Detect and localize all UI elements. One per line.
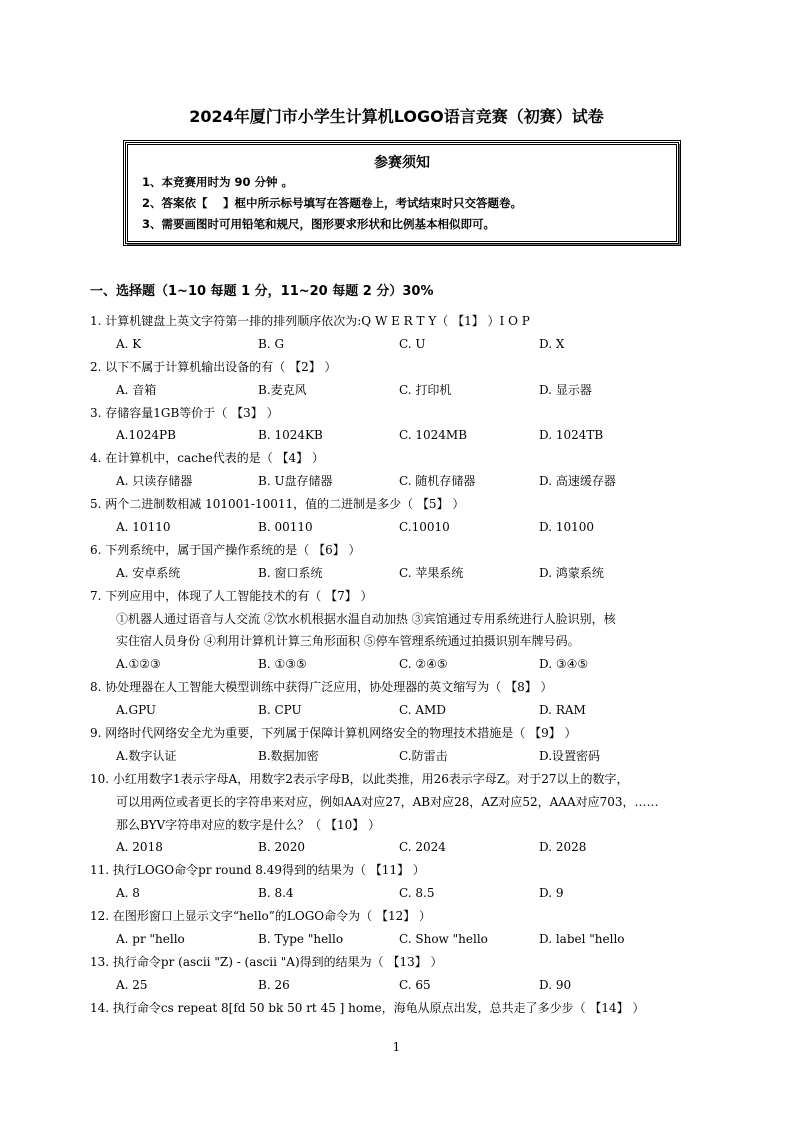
option-a: A. 安卓系统	[116, 565, 181, 580]
option-c: C. 1024MB	[399, 428, 468, 443]
option-d: D. 鸿蒙系统	[539, 565, 604, 580]
option-b: B. U盘存储器	[258, 474, 333, 489]
option-c: C. Show "hello	[399, 932, 488, 947]
option-d: D. 显示器	[539, 382, 592, 397]
option-row	[90, 974, 730, 997]
question-stem: 4. 在计算机中，cache代表的是（ 【4】 ）	[90, 451, 324, 466]
question-list	[90, 310, 730, 1020]
option-d: D. 90	[539, 977, 572, 992]
option-d: D.设置密码	[539, 748, 601, 763]
option-row	[90, 424, 730, 447]
option-row	[90, 745, 730, 768]
option-a: A. K	[116, 336, 142, 351]
question	[90, 951, 730, 997]
notice-box	[125, 142, 679, 244]
question-stem: 6. 下列系统中，属于国产操作系统的是（ 【6】 ）	[90, 542, 361, 557]
option-a: A.①②③	[116, 657, 161, 672]
question-continuation: 那么BYV字符串对应的数字是什么？（ 【10】 ）	[116, 817, 381, 832]
option-c: C. 打印机	[399, 382, 452, 397]
question-stem: 9. 网络时代网络安全尤为重要，下列属于保障计算机网络安全的物理技术措施是（ 【9】 ）	[90, 726, 577, 741]
question	[90, 859, 730, 905]
option-d: D. 1024TB	[539, 428, 604, 443]
option-a: A. 音箱	[116, 382, 157, 397]
option-a: A. 8	[116, 886, 140, 901]
option-row	[90, 882, 730, 905]
option-d: D. ③④⑤	[539, 657, 589, 672]
question	[90, 447, 730, 493]
option-row	[90, 699, 730, 722]
option-b: B. 2020	[258, 840, 305, 855]
option-d: D. label "hello	[539, 932, 625, 947]
option-b: B. 1024KB	[258, 428, 323, 443]
option-row	[90, 562, 730, 585]
question-stem: 12. 在图形窗口上显示文字“hello”的LOGO命令为（ 【12】 ）	[90, 909, 432, 924]
option-a: A. 25	[116, 977, 148, 992]
question-stem: 2. 以下不属于计算机输出设备的有（ 【2】 ）	[90, 359, 337, 374]
option-b: B.数据加密	[258, 748, 319, 763]
option-d: D. X	[539, 336, 565, 351]
notice-item: 3、需要画图时可用铅笔和规尺，图形要求形状和比例基本相似即可。	[142, 217, 495, 231]
option-b: B. 26	[258, 977, 290, 992]
section-heading: 一、选择题（1~10 每题 1 分，11~20 每题 2 分）30%	[90, 284, 434, 299]
option-c: C.防雷击	[399, 748, 448, 763]
option-b: B. 窗口系统	[258, 565, 323, 580]
option-a: A. 2018	[116, 840, 163, 855]
option-b: B. G	[258, 336, 285, 351]
option-c: C. U	[399, 336, 426, 351]
option-a: A. 只读存储器	[116, 474, 193, 489]
option-d: D. 高速缓存器	[539, 474, 616, 489]
option-b: B.麦克风	[258, 382, 307, 397]
option-c: C. 随机存储器	[399, 474, 476, 489]
option-b: B. 00110	[258, 520, 313, 535]
option-d: D. 10100	[539, 520, 594, 535]
option-d: D. 9	[539, 886, 564, 901]
question-stem: 1. 计算机键盘上英文字符第一排的排列顺序依次为:Q W E R T Y（ 【1】 ）I O P	[90, 314, 530, 328]
option-d: D. 2028	[539, 840, 587, 855]
option-c: C.10010	[399, 520, 450, 535]
question-stem: 14. 执行命令cs repeat 8[fd 50 bk 50 rt 45 ] home，海龟从原点出发，总共走了多少步（ 【14】 ）	[90, 1000, 645, 1015]
option-b: B. CPU	[258, 703, 302, 718]
option-c: C. AMD	[399, 703, 446, 718]
option-row	[90, 379, 730, 402]
option-row	[90, 516, 730, 539]
question-continuation: ①机器人通过语音与人交流 ②饮水机根据水温自动加热 ③宾馆通过专用系统进行人脸识别，核	[116, 611, 616, 626]
exam-title: 2024年厦门市小学生计算机LOGO语言竞赛（初赛）试卷	[189, 107, 604, 126]
option-row	[90, 928, 730, 951]
question	[90, 585, 730, 677]
question	[90, 356, 730, 402]
option-a: A. pr "hello	[116, 932, 185, 947]
option-b: B. 8.4	[258, 886, 294, 901]
question	[90, 768, 730, 860]
option-a: A.GPU	[116, 703, 157, 718]
notice-heading: 参赛须知	[374, 155, 430, 171]
question	[90, 997, 730, 1020]
question-stem: 10. 小红用数字1表示字母A，用数字2表示字母B，以此类推，用26表示字母Z。对于27以上的数字，	[90, 771, 629, 786]
option-c: C. 2024	[399, 840, 446, 855]
question	[90, 905, 730, 951]
question	[90, 676, 730, 722]
notice-item: 2、答案依【 】框中所示标号填写在答题卷上，考试结束时只交答题卷。	[142, 196, 523, 210]
option-row	[90, 333, 730, 356]
option-c: C. 65	[399, 977, 431, 992]
question-stem: 11. 执行LOGO命令pr round 8.49得到的结果为（ 【11】 ）	[90, 863, 425, 878]
option-c: C. 8.5	[399, 886, 435, 901]
question-stem: 3. 存储容量1GB等价于（ 【3】 ）	[90, 405, 279, 420]
question-stem: 7. 下列应用中，体现了人工智能技术的有（ 【7】 ）	[90, 588, 373, 603]
option-d: D. RAM	[539, 703, 586, 718]
option-c: C. ②④⑤	[399, 657, 448, 672]
option-a: A. 10110	[116, 520, 171, 535]
question-continuation: 可以用两位或者更长的字符串来对应，例如AA对应27，AB对应28，AZ对应52，AAA对应703，……	[116, 794, 659, 809]
question-continuation: 实住宿人员身份 ④利用计算机计算三角形面积 ⑤停车管理系统通过拍摄识别车牌号码。	[116, 634, 580, 649]
option-a: A.数字认证	[116, 748, 177, 763]
option-row	[90, 836, 730, 859]
question	[90, 722, 730, 768]
question	[90, 402, 730, 448]
option-a: A.1024PB	[116, 428, 176, 443]
question-stem: 5. 两个二进制数相减 101001-10011，值的二进制是多少（ 【5】 ）	[90, 497, 465, 512]
notice-item: 1、本竞赛用时为 90 分钟 。	[142, 175, 294, 189]
question	[90, 493, 730, 539]
page-number: 1	[392, 1040, 401, 1054]
question	[90, 539, 730, 585]
option-b: B. ①③⑤	[258, 657, 307, 672]
option-row	[90, 653, 730, 676]
question	[90, 310, 730, 356]
option-row	[90, 470, 730, 493]
option-b: B. Type "hello	[258, 932, 344, 947]
option-c: C. 苹果系统	[399, 565, 464, 580]
question-stem: 13. 执行命令pr (ascii "Z) - (ascii "A)得到的结果为（ 【13】 ）	[90, 954, 443, 969]
question-stem: 8. 协处理器在人工智能大模型训练中获得广泛应用，协处理器的英文缩写为（ 【8】 ）	[90, 680, 553, 695]
